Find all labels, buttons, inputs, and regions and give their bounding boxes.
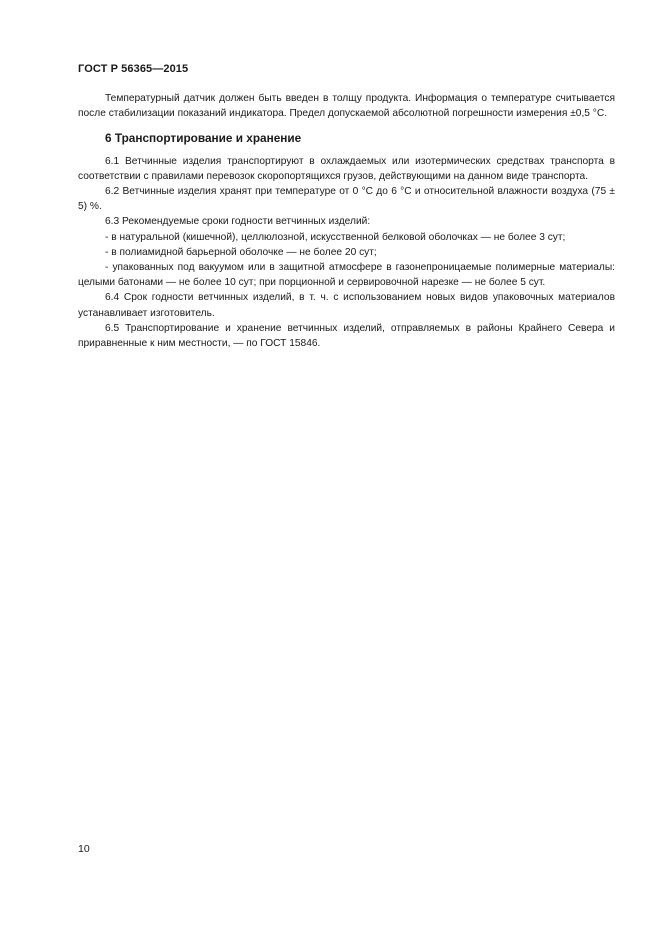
standard-header: ГОСТ Р 56365—2015 <box>78 63 189 75</box>
intro-paragraph: Температурный датчик должен быть введен в толщу продукта. Информация о температуре считывается после стабилизации показаний индикатора. Предел допускаемой абсолютной погрешности измерения ±0,5 °С. <box>78 93 615 120</box>
paragraph-6-1: 6.1 Ветчинные изделия транспортируют в охлаждаемых или изотермических средствах транспорта в соответствии с правилами перевозок скоропортящихся грузов, действующими на данном виде транспорта. <box>78 155 615 182</box>
list-item: - в натуральной (кишечной), целлюлозной, искусственной белковой оболочках — не более 3 сут; <box>105 231 566 243</box>
section-title: 6 Транспортирование и хранение <box>105 131 302 146</box>
document-body <box>78 91 615 351</box>
paragraph-6-4: 6.4 Срок годности ветчинных изделий, в т. ч. с использованием новых видов упаковочных материалов устанавливает изготовитель. <box>78 292 615 319</box>
paragraph-6-2: 6.2 Ветчинные изделия хранят при температуре от 0 °С до 6 °С и относительной влажности воздуха (75 ± 5) %. <box>78 186 615 213</box>
paragraph-6-3: 6.3 Рекомендуемые сроки годности ветчинных изделий: <box>105 216 371 228</box>
list-item: - упакованных под вакуумом или в защитной атмосфере в газонепроницаемые полимерные материалы: целыми батонами — не более 10 сут; при порционной и сервировочной нарезке — не более 5 сут. <box>78 262 615 289</box>
list-item: - в полиамидной барьерной оболочке — не более 20 сут; <box>105 246 377 258</box>
paragraph-6-5: 6.5 Транспортирование и хранение ветчинных изделий, отправляемых в районы Крайнего Севера и приравненные к ним местности, — по ГОСТ 15846. <box>78 322 615 350</box>
page-number: 10 <box>78 843 90 855</box>
